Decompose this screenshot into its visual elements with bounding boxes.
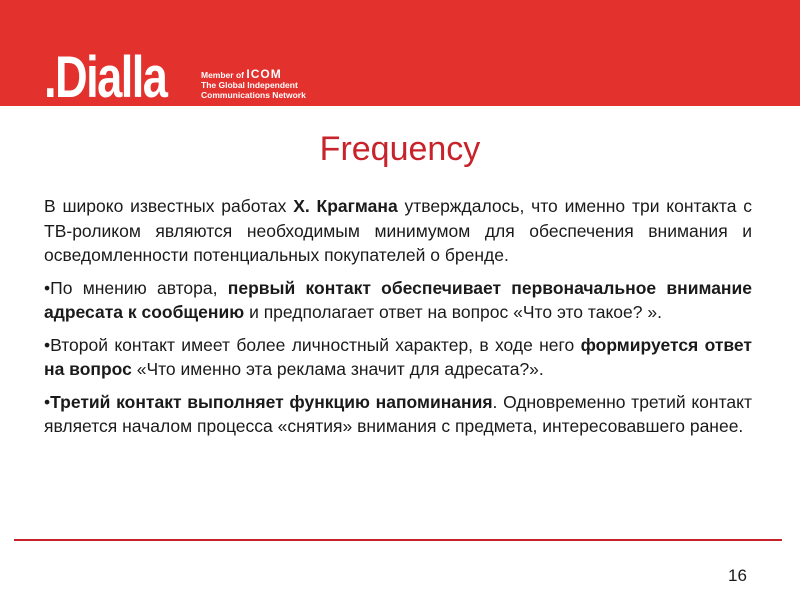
brand-logo <box>44 45 201 110</box>
footer-divider <box>14 539 782 541</box>
paragraph-text: и предполагает ответ на вопрос «Что это такое? ». <box>244 302 662 322</box>
page-number: 16 <box>728 566 747 585</box>
tagline-line-2: Communications Network <box>201 90 306 100</box>
paragraph-text: «Что именно эта реклама значит для адресата?». <box>131 359 544 379</box>
network-membership <box>201 69 306 100</box>
body-paragraph <box>44 276 752 325</box>
emphasis-text: формируется ответ на вопрос <box>44 334 752 379</box>
paragraph-text: утверждалось, что именно три контакта с ТВ-роликом являются необходимым минимумом для обеспечения внимания и осведомленности потенциальных покупателей о бренде. <box>44 196 752 265</box>
body-paragraph <box>44 194 752 268</box>
slide-title: Frequency <box>319 130 481 168</box>
emphasis-text: Третий контакт выполняет функцию напоминания <box>50 391 493 412</box>
paragraph-text: • <box>44 391 51 412</box>
paragraph-text: •По мнению автора, <box>44 277 228 298</box>
brand-logo-text: .Dialla <box>44 45 167 110</box>
paragraph-text: •Второй контакт имеет более личностный характер, в ходе него <box>44 334 581 355</box>
body-paragraph <box>44 333 752 382</box>
tagline-line-1: The Global Independent <box>201 80 298 90</box>
body-paragraph <box>44 390 752 439</box>
slide-body <box>44 194 752 447</box>
member-prefix: Member of <box>201 70 244 80</box>
member-org: ICOM <box>246 67 282 81</box>
emphasis-text: первый контакт обеспечивает первоначальное внимание адресата к сообщению <box>44 277 752 322</box>
emphasis-text: Х. Крагмана <box>293 196 398 216</box>
paragraph-text: . Одновременно третий контакт является началом процесса «снятия» внимания с предмета, интересовавшего ранее. <box>44 391 752 436</box>
paragraph-text: В широко известных работах <box>44 196 294 216</box>
